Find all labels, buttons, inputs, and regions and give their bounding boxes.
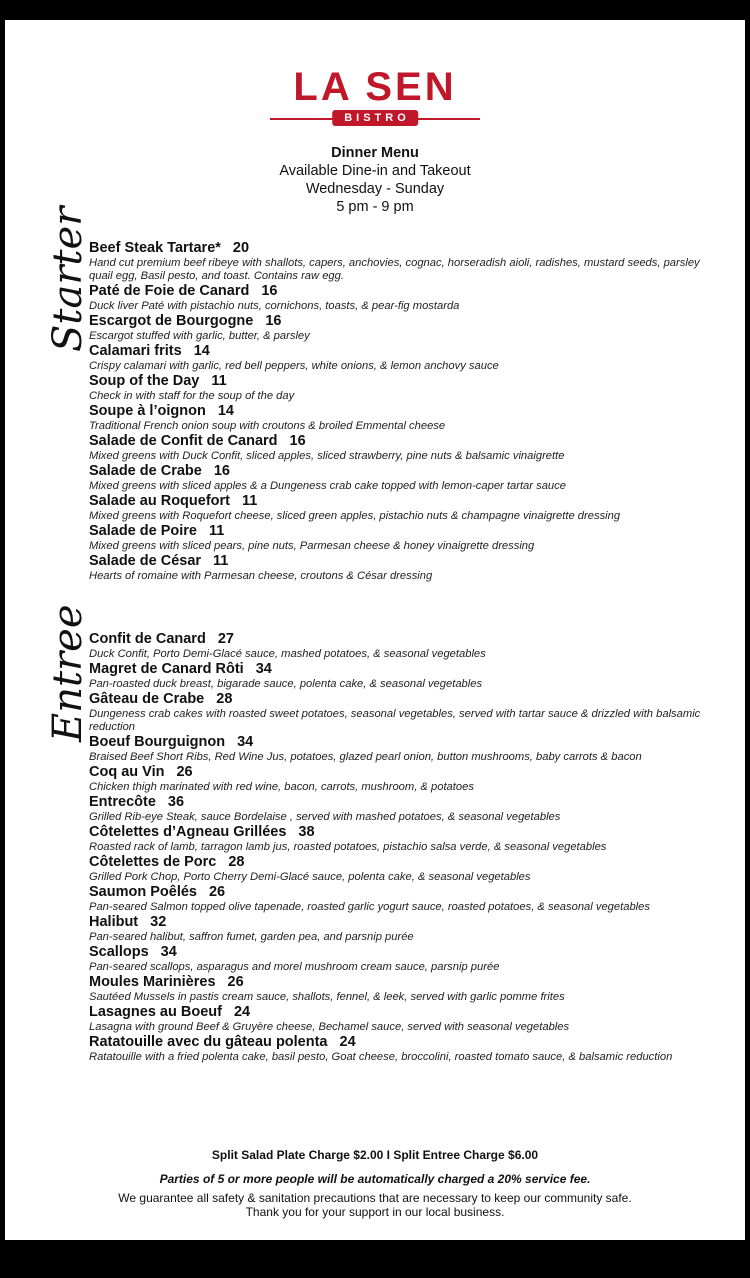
menu-item (89, 523, 719, 553)
menu-item-description: Pan-seared halibut, saffron fumet, garden pea, and parsnip purée (89, 931, 414, 943)
menu-item-title (89, 373, 719, 390)
menu-item (89, 313, 719, 343)
menu-item-name: Calamari frits (89, 343, 182, 359)
menu-item-description: Crispy calamari with garlic, red bell peppers, white onions, & lemon anchovy sauce (89, 360, 499, 372)
menu-item-description: Chicken thigh marinated with red wine, bacon, carrots, mushroom, & potatoes (89, 781, 474, 793)
menu-item (89, 691, 719, 734)
menu-item-name: Moules Marinières (89, 974, 216, 990)
menu-item-price: 36 (167, 794, 185, 810)
menu-item-description: Roasted rack of lamb, tarragon lamb jus, roasted potatoes, pistachio salsa verde, & seasonal vegetables (89, 841, 607, 853)
menu-item-name: Saumon Poêlés (89, 884, 197, 900)
menu-item-description: Check in with staff for the soup of the day (89, 390, 295, 402)
menu-item-description: Pan-seared scallops, asparagus and morel mushroom cream sauce, parsnip purée (89, 961, 500, 973)
menu-item-name: Ratatouille avec du gâteau polenta (89, 1034, 328, 1050)
menu-item-description: Pan-seared Salmon topped olive tapenade, roasted garlic yogurt sauce, roasted potatoes, & seasonal vegetables (89, 901, 650, 913)
menu-item-description: Grilled Pork Chop, Porto Cherry Demi-Glacé sauce, polenta cake, & seasonal vegetables (89, 871, 531, 883)
menu-item-name: Paté de Foie de Canard (89, 283, 250, 299)
menu-item-price: 11 (209, 523, 225, 539)
menu-item (89, 661, 719, 691)
menu-item-price: 11 (213, 553, 229, 569)
menu-item-description: Duck liver Paté with pistachio nuts, cornichons, toasts, & pear-fig mostarda (89, 300, 460, 312)
menu-item-name: Halibut (89, 914, 139, 930)
menu-item-name: Confit de Canard (89, 631, 206, 647)
menu-item-price: 34 (160, 944, 177, 960)
menu-item-price: 28 (216, 691, 233, 707)
menu-item-title (89, 343, 719, 360)
menu-item-title (89, 631, 719, 648)
menu-item-title (89, 914, 719, 931)
menu-item (89, 944, 719, 974)
service-fee-note: Parties of 5 or more people will be automatically charged a 20% service fee. (159, 1172, 591, 1186)
menu-item-description: Pan-roasted duck breast, bigarade sauce, polenta cake, & seasonal vegetables (89, 678, 483, 690)
menu-item-description: Braised Beef Short Ribs, Red Wine Jus, potatoes, glazed pearl onion, button mushrooms, baby carrots & bacon (89, 751, 642, 763)
starter-list (89, 240, 719, 583)
menu-item-title (89, 433, 719, 450)
menu-item-title (89, 463, 719, 480)
menu-item-price: 11 (211, 373, 227, 389)
menu-item-description: Mixed greens with Duck Confit, sliced apples, sliced strawberry, pine nuts & balsamic vinaigrette (89, 450, 565, 462)
menu-item-title (89, 240, 719, 257)
menu-item-name: Soupe à l’oignon (89, 403, 206, 419)
menu-item-title (89, 493, 719, 510)
menu-item-price: 14 (217, 403, 234, 419)
hours: 5 pm - 9 pm (336, 199, 414, 215)
menu-item-price: 34 (255, 661, 272, 677)
menu-item-name: Escargot de Bourgogne (89, 313, 254, 329)
menu-item (89, 463, 719, 493)
availability: Available Dine-in and Takeout (279, 163, 471, 179)
days: Wednesday - Sunday (305, 181, 445, 197)
entree-list (89, 631, 719, 1064)
brand-title: LA SEN (293, 65, 457, 109)
menu-item-title (89, 1004, 719, 1021)
menu-item-description: Hand cut premium beef ribeye with shallots, capers, anchovies, cognac, horseradish aioli, radishes, mustard seeds, parsley quail egg, Basil pesto, and toast. Contains raw egg. (89, 257, 700, 282)
menu-item-title (89, 553, 719, 570)
menu-item (89, 764, 719, 794)
menu-item-description: Mixed greens with sliced pears, pine nuts, Parmesan cheese & honey vinaigrette dressing (89, 540, 535, 552)
menu-item-price: 14 (193, 343, 210, 359)
menu-item (89, 283, 719, 313)
menu-item-description: Hearts of romaine with Parmesan cheese, croutons & César dressing (89, 570, 433, 582)
brand-bar (270, 110, 480, 128)
menu-item-title (89, 884, 719, 901)
menu-item-title (89, 764, 719, 781)
menu-item-description: Mixed greens with Roquefort cheese, sliced green apples, pistachio nuts & champagne vinaigrette dressing (89, 510, 621, 522)
menu-item-title (89, 313, 719, 330)
menu-page (5, 20, 745, 1240)
thanks-note: Thank you for your support in our local business. (245, 1205, 505, 1219)
menu-item (89, 854, 719, 884)
brand-subtitle: BISTRO (332, 110, 418, 126)
split-charges: Split Salad Plate Charge $2.00 I Split Entree Charge $6.00 (211, 1148, 539, 1162)
menu-item-description: Dungeness crab cakes with roasted sweet potatoes, seasonal vegetables, served with tartar sauce & drizzled with balsamic reduction (89, 708, 701, 733)
menu-item-name: Salade de Confit de Canard (89, 433, 278, 449)
menu-item-name: Entrecôte (89, 794, 156, 810)
menu-item-title (89, 974, 719, 991)
menu-item-price: 26 (208, 884, 226, 900)
menu-item-price: 20 (232, 240, 250, 256)
menu-item-price: 16 (265, 313, 282, 329)
menu-item-title (89, 283, 719, 300)
menu-item-name: Scallops (89, 944, 149, 960)
menu-item-price: 27 (217, 631, 234, 647)
menu-item (89, 884, 719, 914)
menu-item (89, 240, 719, 283)
menu-item-title (89, 523, 719, 540)
menu-item-name: Boeuf Bourguignon (89, 734, 226, 750)
menu-item-price: 16 (261, 283, 278, 299)
menu-header (5, 144, 745, 216)
menu-item-name: Côtelettes d’Agneau Grillées (89, 824, 287, 840)
menu-item-name: Côtelettes de Porc (89, 854, 217, 870)
menu-item-description: Lasagna with ground Beef & Gruyère cheese, Bechamel sauce, served with seasonal vegetables (89, 1021, 570, 1033)
menu-item-name: Salade de César (89, 553, 202, 569)
starter-section-label: Starter (45, 206, 91, 352)
menu-item-description: Duck Confit, Porto Demi-Glacé sauce, mashed potatoes, & seasonal vegetables (89, 648, 486, 660)
safety-note: We guarantee all safety & sanitation precautions that are necessary to keep our community safe. (118, 1191, 632, 1205)
menu-item-name: Lasagnes au Boeuf (89, 1004, 222, 1020)
menu-item-name: Soup of the Day (89, 373, 200, 389)
brand-logo (5, 65, 745, 128)
menu-item-title (89, 661, 719, 678)
menu-item-title (89, 854, 719, 871)
menu-item-name: Gâteau de Crabe (89, 691, 205, 707)
menu-item (89, 553, 719, 583)
menu-item-name: Salade de Crabe (89, 463, 202, 479)
menu-item-price: 26 (176, 764, 193, 780)
menu-item (89, 433, 719, 463)
menu-item-description: Mixed greens with sliced apples & a Dungeness crab cake topped with lemon-caper tartar sauce (89, 480, 566, 492)
menu-item-description: Ratatouille with a fried polenta cake, basil pesto, Goat cheese, broccolini, roasted tomato sauce, & balsamic reduction (89, 1051, 673, 1063)
menu-item-name: Salade de Poire (89, 523, 197, 539)
menu-item (89, 343, 719, 373)
menu-item (89, 974, 719, 1004)
menu-item (89, 631, 719, 661)
menu-item-title (89, 824, 719, 841)
menu-item (89, 1004, 719, 1034)
entree-section-label: Entree (45, 604, 91, 742)
menu-item-name: Magret de Canard Rôti (89, 661, 244, 677)
menu-item-description: Escargot stuffed with garlic, butter, & parsley (89, 330, 310, 342)
menu-item-description: Grilled Rib-eye Steak, sauce Bordelaise , served with mashed potatoes, & seasonal vegetables (89, 811, 561, 823)
menu-item (89, 824, 719, 854)
menu-item-description: Traditional French onion soup with croutons & broiled Emmental cheese (89, 420, 446, 432)
menu-item (89, 734, 719, 764)
menu-item-name: Coq au Vin (89, 764, 165, 780)
menu-item-price: 26 (227, 974, 244, 990)
menu-item (89, 373, 719, 403)
menu-item (89, 1034, 719, 1064)
menu-item-title (89, 403, 719, 420)
menu-item-price: 34 (237, 734, 254, 750)
menu-item-price: 11 (242, 493, 258, 509)
menu-item-name: Salade au Roquefort (89, 493, 230, 509)
menu-item-title (89, 734, 719, 751)
menu-item-title (89, 691, 719, 708)
menu-item-price: 24 (339, 1034, 356, 1050)
menu-item-description: Sautéed Mussels in pastis cream sauce, shallots, fennel, & leek, served with garlic pomme frites (89, 991, 565, 1003)
menu-item-price: 32 (150, 914, 167, 930)
menu-item-title (89, 944, 719, 961)
menu-title: Dinner Menu (331, 145, 419, 161)
menu-item-price: 38 (298, 824, 315, 840)
menu-item-price: 24 (233, 1004, 251, 1020)
menu-item-title (89, 1034, 719, 1051)
menu-item (89, 403, 719, 433)
menu-item-name: Beef Steak Tartare* (89, 240, 221, 256)
menu-item-price: 16 (213, 463, 230, 479)
menu-item (89, 493, 719, 523)
menu-item (89, 914, 719, 944)
menu-item-price: 28 (228, 854, 245, 870)
menu-item-price: 16 (289, 433, 306, 449)
menu-item-title (89, 794, 719, 811)
menu-item (89, 794, 719, 824)
menu-footer (5, 1148, 745, 1219)
